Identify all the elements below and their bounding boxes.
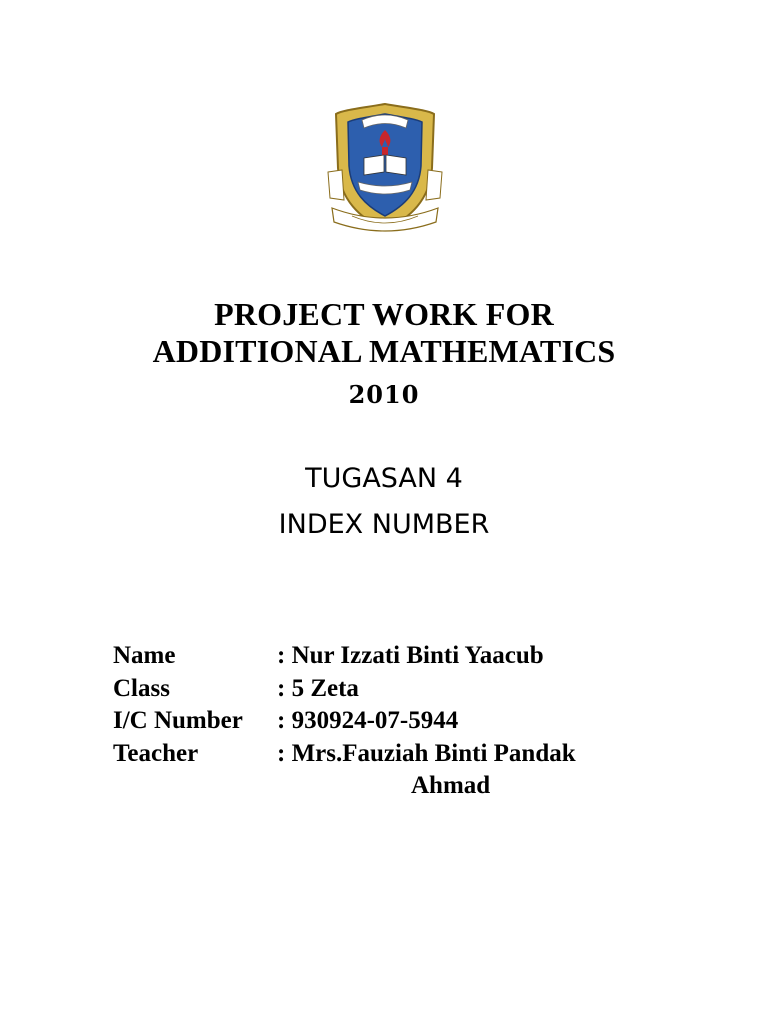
detail-label: Teacher <box>113 739 199 767</box>
title-line-2: ADDITIONAL MATHEMATICS <box>152 333 616 369</box>
detail-value-continuation: Ahmad <box>411 772 491 799</box>
year: 2010 <box>348 380 420 409</box>
title-block <box>0 296 768 410</box>
detail-value: : Nur Izzati Binti Yaacub <box>277 642 544 669</box>
subtitle-line-1: TUGASAN 4 <box>305 463 463 494</box>
detail-row-teacher-continuation <box>113 770 576 803</box>
detail-row-class <box>113 673 576 706</box>
detail-label: I/C Number <box>113 707 243 734</box>
detail-value: : 930924-07-5944 <box>277 707 459 734</box>
student-details <box>113 640 576 803</box>
detail-row-teacher <box>113 738 576 771</box>
subtitle-line-2: INDEX NUMBER <box>278 509 490 540</box>
school-crest-icon <box>322 100 448 238</box>
title-line-1: PROJECT WORK FOR <box>214 296 554 332</box>
detail-label: Name <box>113 642 176 669</box>
detail-value: : 5 Zeta <box>277 674 359 702</box>
detail-row-ic-number <box>113 705 576 738</box>
detail-row-name <box>113 640 576 673</box>
subtitle-block <box>0 456 768 548</box>
detail-value: : Mrs.Fauziah Binti Pandak <box>277 739 576 767</box>
detail-label: Class <box>113 674 170 702</box>
